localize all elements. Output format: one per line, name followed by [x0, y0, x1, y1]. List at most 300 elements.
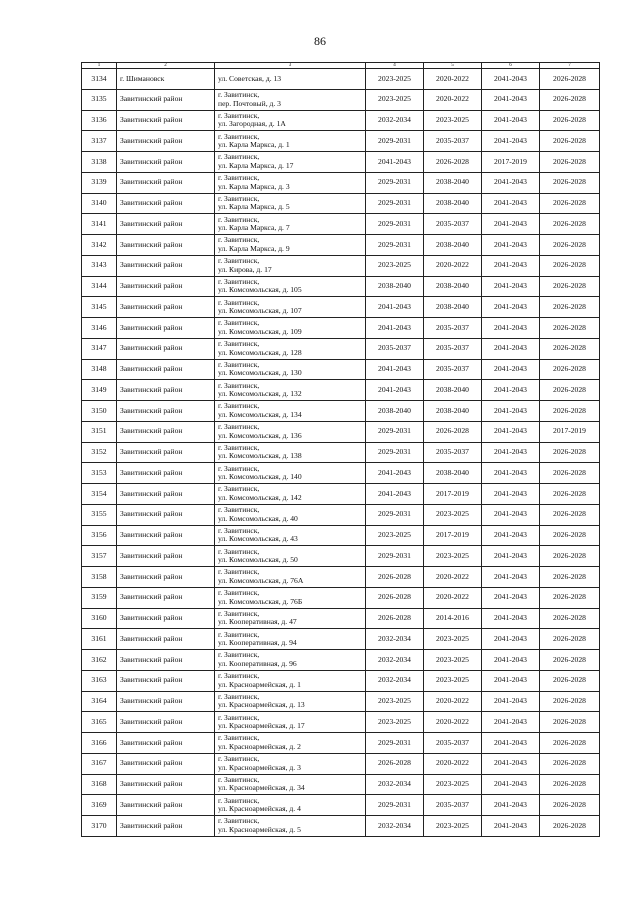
table-row — [82, 276, 600, 297]
address-line-2: ул. Красноармейская, д. 4 — [218, 804, 301, 814]
period-cell: 2026-2028 — [540, 131, 600, 152]
column-number: 1 — [82, 63, 117, 69]
period-cell: 2041-2043 — [482, 608, 540, 629]
period-cell: 2032-2034 — [366, 774, 424, 795]
address-line-2: ул. Красноармейская, д. 3 — [218, 762, 301, 772]
period-cell: 2023-2025 — [366, 525, 424, 546]
address-line-2: ул. Карла Маркса, д. 17 — [218, 160, 294, 170]
row-number: 3155 — [82, 504, 117, 525]
period-cell: 2023-2025 — [424, 816, 482, 837]
period-cell: 2032-2034 — [366, 816, 424, 837]
table-row — [82, 712, 600, 733]
table-row — [82, 318, 600, 339]
table-row — [82, 546, 600, 567]
address-line-1: г. Завитинск, — [218, 754, 260, 764]
period-cell: 2026-2028 — [540, 359, 600, 380]
row-number: 3149 — [82, 380, 117, 401]
address-line-2: ул. Комсомольская, д. 76Б — [218, 596, 303, 606]
row-number: 3162 — [82, 650, 117, 671]
address-cell — [215, 380, 366, 401]
address-line-2: ул. Карла Маркса, д. 1 — [218, 140, 290, 150]
period-cell: 2023-2025 — [424, 774, 482, 795]
table-row — [82, 214, 600, 235]
address-line-2: ул. Комсомольская, д. 50 — [218, 555, 298, 565]
period-cell: 2041-2043 — [482, 712, 540, 733]
period-cell: 2023-2025 — [424, 110, 482, 131]
table-row — [82, 421, 600, 442]
period-cell: 2032-2034 — [366, 629, 424, 650]
table-row — [82, 650, 600, 671]
table-row — [82, 795, 600, 816]
table-row — [82, 774, 600, 795]
period-cell: 2041-2043 — [482, 587, 540, 608]
table-row — [82, 691, 600, 712]
table-row — [82, 484, 600, 505]
address-line-1: г. Завитинск, — [218, 442, 260, 452]
address-line-1: г. Завитинск, — [218, 588, 260, 598]
address-cell — [215, 712, 366, 733]
address-cell — [215, 131, 366, 152]
address-line-2: ул. Кооперативная, д. 47 — [218, 617, 297, 627]
period-cell: 2014-2016 — [424, 608, 482, 629]
address-line-2: ул. Красноармейская, д. 17 — [218, 721, 305, 731]
address-line-1: г. Завитинск, — [218, 235, 260, 245]
period-cell: 2023-2025 — [424, 670, 482, 691]
address-line-1: г. Завитинск, — [218, 173, 260, 183]
row-number: 3142 — [82, 235, 117, 256]
period-cell: 2035-2037 — [366, 338, 424, 359]
period-cell: 2026-2028 — [540, 753, 600, 774]
address-cell — [215, 795, 366, 816]
row-number: 3165 — [82, 712, 117, 733]
period-cell: 2038-2040 — [424, 401, 482, 422]
period-cell: 2038-2040 — [424, 172, 482, 193]
address-line-2: ул. Комсомольская, д. 128 — [218, 347, 302, 357]
period-cell: 2026-2028 — [540, 152, 600, 173]
address-line-1: г. Завитинск, — [218, 608, 260, 618]
table-row — [82, 608, 600, 629]
period-cell: 2026-2028 — [540, 442, 600, 463]
address-line-1: г. Завитинск, — [218, 774, 260, 784]
address-cell — [215, 608, 366, 629]
period-cell: 2038-2040 — [424, 276, 482, 297]
district-cell: Завитинский район — [117, 131, 215, 152]
district-cell: Завитинский район — [117, 193, 215, 214]
period-cell: 2041-2043 — [482, 359, 540, 380]
period-cell: 2026-2028 — [540, 504, 600, 525]
address-line-1: г. Завитинск, — [218, 318, 260, 328]
period-cell: 2026-2028 — [540, 463, 600, 484]
address-line-2: ул. Комсомольская, д. 107 — [218, 306, 302, 316]
address-cell — [215, 753, 366, 774]
district-cell: Завитинский район — [117, 380, 215, 401]
address-line-2: ул. Карла Маркса, д. 9 — [218, 243, 290, 253]
period-cell: 2035-2037 — [424, 733, 482, 754]
column-number: 5 — [424, 63, 482, 69]
row-number: 3167 — [82, 753, 117, 774]
table-row — [82, 816, 600, 837]
address-line-2: ул. Кирова, д. 17 — [218, 264, 272, 274]
period-cell: 2035-2037 — [424, 795, 482, 816]
address-line-2: ул. Карла Маркса, д. 3 — [218, 181, 290, 191]
district-cell: Завитинский район — [117, 421, 215, 442]
address-cell — [215, 463, 366, 484]
period-cell: 2020-2022 — [424, 567, 482, 588]
period-cell: 2041-2043 — [482, 484, 540, 505]
period-cell: 2041-2043 — [482, 89, 540, 110]
period-cell: 2041-2043 — [482, 214, 540, 235]
row-number: 3145 — [82, 297, 117, 318]
district-cell: Завитинский район — [117, 691, 215, 712]
table-row — [82, 567, 600, 588]
address-line-2: ул. Загородная, д. 1А — [218, 119, 286, 129]
period-cell: 2041-2043 — [482, 442, 540, 463]
address-line-2: ул. Комсомольская, д. 43 — [218, 534, 298, 544]
period-cell: 2026-2028 — [540, 276, 600, 297]
schedule-table — [81, 62, 600, 837]
district-cell: Завитинский район — [117, 110, 215, 131]
district-cell: Завитинский район — [117, 359, 215, 380]
address-cell — [215, 193, 366, 214]
row-number: 3160 — [82, 608, 117, 629]
period-cell: 2026-2028 — [424, 152, 482, 173]
table-row — [82, 193, 600, 214]
period-cell: 2029-2031 — [366, 795, 424, 816]
address-cell — [215, 318, 366, 339]
address-line-1: г. Завитинск, — [218, 256, 260, 266]
period-cell: 2032-2034 — [366, 670, 424, 691]
period-cell: 2026-2028 — [540, 546, 600, 567]
period-cell: 2026-2028 — [540, 193, 600, 214]
row-number: 3157 — [82, 546, 117, 567]
period-cell: 2035-2037 — [424, 131, 482, 152]
district-cell: Завитинский район — [117, 172, 215, 193]
period-cell: 2032-2034 — [366, 110, 424, 131]
period-cell: 2026-2028 — [540, 774, 600, 795]
period-cell: 2041-2043 — [482, 670, 540, 691]
address-cell — [215, 691, 366, 712]
period-cell: 2032-2034 — [366, 650, 424, 671]
address-line-2: ул. Комсомольская, д. 142 — [218, 492, 302, 502]
period-cell: 2035-2037 — [424, 338, 482, 359]
period-cell: 2038-2040 — [366, 401, 424, 422]
period-cell: 2026-2028 — [366, 753, 424, 774]
table-row — [82, 338, 600, 359]
row-number: 3141 — [82, 214, 117, 235]
period-cell: 2041-2043 — [482, 421, 540, 442]
table-row — [82, 255, 600, 276]
address-line-1: г. Завитинск, — [218, 297, 260, 307]
row-number: 3136 — [82, 110, 117, 131]
period-cell: 2041-2043 — [366, 380, 424, 401]
district-cell: Завитинский район — [117, 712, 215, 733]
period-cell: 2020-2022 — [424, 69, 482, 90]
period-cell: 2041-2043 — [482, 172, 540, 193]
period-cell: 2026-2028 — [540, 629, 600, 650]
address-line-1: г. Завитинск, — [218, 152, 260, 162]
period-cell: 2035-2037 — [424, 359, 482, 380]
address-cell — [215, 650, 366, 671]
period-cell: 2038-2040 — [366, 276, 424, 297]
address-line-2: ул. Комсомольская, д. 130 — [218, 368, 302, 378]
period-cell: 2041-2043 — [366, 297, 424, 318]
column-number: 6 — [482, 63, 540, 69]
address-line-1: г. Завитинск, — [218, 816, 260, 826]
table-row — [82, 401, 600, 422]
table-row — [82, 172, 600, 193]
period-cell: 2029-2031 — [366, 193, 424, 214]
address-line-2: ул. Комсомольская, д. 140 — [218, 472, 302, 482]
address-line-2: ул. Карла Маркса, д. 7 — [218, 223, 290, 233]
address-line-2: ул. Комсомольская, д. 138 — [218, 451, 302, 461]
period-cell: 2020-2022 — [424, 89, 482, 110]
period-cell: 2023-2025 — [366, 691, 424, 712]
address-line-1: г. Завитинск, — [218, 422, 260, 432]
period-cell: 2026-2028 — [540, 567, 600, 588]
period-cell: 2029-2031 — [366, 214, 424, 235]
column-number: 3 — [215, 63, 366, 69]
table-row — [82, 587, 600, 608]
period-cell: 2017-2019 — [540, 421, 600, 442]
table-row — [82, 733, 600, 754]
address-cell — [215, 338, 366, 359]
period-cell: 2038-2040 — [424, 297, 482, 318]
address-cell — [215, 774, 366, 795]
row-number: 3159 — [82, 587, 117, 608]
table-row — [82, 629, 600, 650]
period-cell: 2023-2025 — [424, 504, 482, 525]
address-line-2: ул. Кооперативная, д. 96 — [218, 658, 297, 668]
address-cell — [215, 567, 366, 588]
district-cell: Завитинский район — [117, 567, 215, 588]
period-cell: 2023-2025 — [366, 69, 424, 90]
district-cell: Завитинский район — [117, 670, 215, 691]
period-cell: 2029-2031 — [366, 172, 424, 193]
address-cell — [215, 297, 366, 318]
table-row — [82, 152, 600, 173]
district-cell: Завитинский район — [117, 608, 215, 629]
address-line-2: ул. Комсомольская, д. 134 — [218, 409, 302, 419]
table-row — [82, 359, 600, 380]
address-line-2: ул. Красноармейская, д. 34 — [218, 783, 305, 793]
address-cell — [215, 733, 366, 754]
period-cell: 2041-2043 — [482, 525, 540, 546]
period-cell: 2035-2037 — [424, 318, 482, 339]
period-cell: 2023-2025 — [366, 89, 424, 110]
address-cell — [215, 89, 366, 110]
address-line-1: г. Завитинск, — [218, 276, 260, 286]
period-cell: 2026-2028 — [540, 525, 600, 546]
period-cell: 2020-2022 — [424, 691, 482, 712]
period-cell: 2026-2028 — [366, 608, 424, 629]
row-number: 3169 — [82, 795, 117, 816]
address-line-1: г. Завитинск, — [218, 525, 260, 535]
column-number: 7 — [540, 63, 600, 69]
address-line-2: ул. Комсомольская, д. 136 — [218, 430, 302, 440]
period-cell: 2026-2028 — [540, 297, 600, 318]
address-cell — [215, 276, 366, 297]
row-number: 3144 — [82, 276, 117, 297]
address-line-1: г. Завитинск, — [218, 359, 260, 369]
district-cell: Завитинский район — [117, 504, 215, 525]
table-row — [82, 504, 600, 525]
table-row — [82, 69, 600, 90]
period-cell: 2041-2043 — [482, 567, 540, 588]
district-cell: Завитинский район — [117, 629, 215, 650]
address-cell — [215, 172, 366, 193]
address-cell — [215, 546, 366, 567]
period-cell: 2026-2028 — [366, 587, 424, 608]
period-cell: 2041-2043 — [482, 816, 540, 837]
row-number: 3147 — [82, 338, 117, 359]
period-cell: 2026-2028 — [540, 380, 600, 401]
period-cell: 2026-2028 — [540, 69, 600, 90]
period-cell: 2026-2028 — [540, 89, 600, 110]
period-cell: 2026-2028 — [540, 670, 600, 691]
period-cell: 2029-2031 — [366, 131, 424, 152]
row-number: 3143 — [82, 255, 117, 276]
period-cell: 2041-2043 — [482, 629, 540, 650]
address-line-1: г. Завитинск, — [218, 131, 260, 141]
address-line-2: ул. Комсомольская, д. 40 — [218, 513, 298, 523]
address-line-2: ул. Комсомольская, д. 132 — [218, 389, 302, 399]
column-number: 4 — [366, 63, 424, 69]
period-cell: 2029-2031 — [366, 733, 424, 754]
address-line-1: г. Завитинск, — [218, 463, 260, 473]
period-cell: 2026-2028 — [540, 650, 600, 671]
address-line-1: г. Завитинск, — [218, 546, 260, 556]
period-cell: 2041-2043 — [482, 733, 540, 754]
period-cell: 2041-2043 — [482, 276, 540, 297]
table-row — [82, 110, 600, 131]
address-cell — [215, 816, 366, 837]
row-number: 3152 — [82, 442, 117, 463]
period-cell: 2020-2022 — [424, 587, 482, 608]
period-cell: 2026-2028 — [540, 214, 600, 235]
period-cell: 2029-2031 — [366, 235, 424, 256]
district-cell: Завитинский район — [117, 338, 215, 359]
address-line-1: ул. Советская, д. 13 — [218, 73, 282, 83]
period-cell: 2026-2028 — [540, 733, 600, 754]
period-cell: 2041-2043 — [482, 401, 540, 422]
row-number: 3137 — [82, 131, 117, 152]
row-number: 3148 — [82, 359, 117, 380]
period-cell: 2026-2028 — [540, 110, 600, 131]
period-cell: 2023-2025 — [366, 255, 424, 276]
address-line-2: ул. Комсомольская, д. 105 — [218, 285, 302, 295]
address-line-2: ул. Красноармейская, д. 13 — [218, 700, 305, 710]
period-cell: 2041-2043 — [482, 504, 540, 525]
address-cell — [215, 504, 366, 525]
row-number: 3154 — [82, 484, 117, 505]
period-cell: 2023-2025 — [366, 712, 424, 733]
table-row — [82, 297, 600, 318]
address-cell — [215, 525, 366, 546]
district-cell: Завитинский район — [117, 733, 215, 754]
district-cell: Завитинский район — [117, 463, 215, 484]
period-cell: 2029-2031 — [366, 421, 424, 442]
row-number: 3151 — [82, 421, 117, 442]
address-line-1: г. Завитинск, — [218, 712, 260, 722]
period-cell: 2023-2025 — [424, 546, 482, 567]
period-cell: 2035-2037 — [424, 214, 482, 235]
address-cell — [215, 587, 366, 608]
period-cell: 2020-2022 — [424, 753, 482, 774]
address-cell — [215, 401, 366, 422]
address-cell — [215, 359, 366, 380]
address-line-2: ул. Кооперативная, д. 94 — [218, 638, 297, 648]
period-cell: 2041-2043 — [482, 795, 540, 816]
column-number: 2 — [117, 63, 215, 69]
address-cell — [215, 235, 366, 256]
row-number: 3140 — [82, 193, 117, 214]
period-cell: 2041-2043 — [482, 235, 540, 256]
district-cell: Завитинский район — [117, 774, 215, 795]
period-cell: 2041-2043 — [482, 131, 540, 152]
table-row — [82, 89, 600, 110]
period-cell: 2020-2022 — [424, 712, 482, 733]
address-line-2: пер. Почтовый, д. 3 — [218, 98, 281, 108]
period-cell: 2041-2043 — [482, 193, 540, 214]
row-number: 3138 — [82, 152, 117, 173]
period-cell: 2029-2031 — [366, 442, 424, 463]
district-cell: Завитинский район — [117, 214, 215, 235]
period-cell: 2026-2028 — [540, 255, 600, 276]
row-number: 3153 — [82, 463, 117, 484]
period-cell: 2041-2043 — [482, 546, 540, 567]
address-line-1: г. Завитинск, — [218, 484, 260, 494]
address-line-1: г. Завитинск, — [218, 339, 260, 349]
address-line-2: ул. Комсомольская, д. 109 — [218, 326, 302, 336]
address-line-1: г. Завитинск, — [218, 795, 260, 805]
row-number: 3134 — [82, 69, 117, 90]
table-row — [82, 380, 600, 401]
row-number: 3163 — [82, 670, 117, 691]
period-cell: 2041-2043 — [482, 318, 540, 339]
period-cell: 2041-2043 — [482, 691, 540, 712]
address-line-1: г. Завитинск, — [218, 505, 260, 515]
address-cell — [215, 484, 366, 505]
address-line-1: г. Завитинск, — [218, 110, 260, 120]
district-cell: Завитинский район — [117, 525, 215, 546]
period-cell: 2017-2019 — [482, 152, 540, 173]
period-cell: 2035-2037 — [424, 442, 482, 463]
district-cell: Завитинский район — [117, 89, 215, 110]
period-cell: 2041-2043 — [366, 318, 424, 339]
table-row — [82, 235, 600, 256]
row-number: 3146 — [82, 318, 117, 339]
district-cell: Завитинский район — [117, 753, 215, 774]
period-cell: 2026-2028 — [366, 567, 424, 588]
period-cell: 2041-2043 — [482, 753, 540, 774]
period-cell: 2023-2025 — [424, 629, 482, 650]
district-cell: Завитинский район — [117, 484, 215, 505]
period-cell: 2026-2028 — [540, 338, 600, 359]
period-cell: 2038-2040 — [424, 463, 482, 484]
period-cell: 2026-2028 — [540, 235, 600, 256]
table-row — [82, 463, 600, 484]
row-number: 3170 — [82, 816, 117, 837]
address-line-2: ул. Комсомольская, д. 76А — [218, 575, 304, 585]
address-cell — [215, 255, 366, 276]
period-cell: 2026-2028 — [540, 172, 600, 193]
period-cell: 2026-2028 — [540, 318, 600, 339]
period-cell: 2041-2043 — [482, 69, 540, 90]
period-cell: 2026-2028 — [424, 421, 482, 442]
address-line-1: г. Завитинск, — [218, 380, 260, 390]
district-cell: Завитинский район — [117, 276, 215, 297]
district-cell: Завитинский район — [117, 401, 215, 422]
